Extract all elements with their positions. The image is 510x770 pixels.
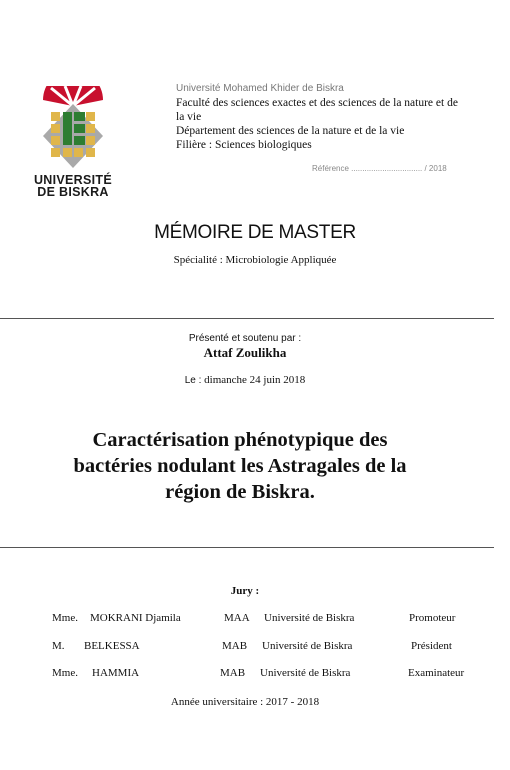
jury-role: Examinateur [408,667,465,679]
divider-bottom [0,547,494,548]
university-emblem-icon [37,86,109,172]
filiere: Filière : Sciences biologiques [176,139,312,151]
reference-number: Référence ................................ / 2018 [312,164,447,173]
jury-label: Jury : [230,585,260,597]
academic-year: Année universitaire : 2017 - 2018 [170,696,320,708]
jury-institution: Université de Biskra [264,612,355,624]
divider-top [0,318,494,319]
jury-name: HAMMIA [92,667,140,679]
jury-row [0,640,510,656]
title-line-1: Caractérisation phénotypique des [92,429,388,451]
author-name: Attaf Zoulikha [203,345,287,360]
jury-row [0,612,510,628]
faculty-line-2: la vie [176,111,202,123]
university-logo [30,86,116,198]
jury-civility: M. [52,640,65,652]
jury-civility: Mme. [52,612,78,624]
defense-date [0,374,490,386]
jury-name: MOKRANI Djamila [90,612,181,624]
jury-role: Président [411,640,452,652]
jury-row [0,667,510,683]
specialite: Spécialité : Microbiologie Appliquée [173,254,337,266]
jury-civility: Mme. [52,667,78,679]
faculty-line-1: Faculté des sciences exactes et des sciences de la nature et de [176,97,458,109]
jury-grade: MAB [222,640,248,652]
date-value: dimanche 24 juin 2018 [204,374,306,386]
title-line-2: bactéries nodulant les Astragales de la [73,455,407,477]
jury-grade: MAB [220,667,246,679]
institution-header [176,82,476,152]
logo-wordmark: UNIVERSITÉ DE BISKRA [33,173,112,199]
jury-institution: Université de Biskra [260,667,351,679]
emblem-green-letters [63,112,85,145]
date-prefix: Le : [184,375,205,386]
jury-role: Promoteur [409,612,456,624]
department: Département des sciences de la nature et de la vie [176,125,405,137]
jury-grade: MAA [224,612,250,624]
title-line-3: région de Biskra. [165,481,315,503]
university-name: Université Mohamed Khider de Biskra [176,83,344,94]
thesis-title [40,427,440,505]
document-type: MÉMOIRE DE MASTER [154,222,356,243]
jury-institution: Université de Biskra [262,640,353,652]
jury-name: BELKESSA [84,640,140,652]
presentation-intro: Présenté et soutenu par : [188,333,302,344]
